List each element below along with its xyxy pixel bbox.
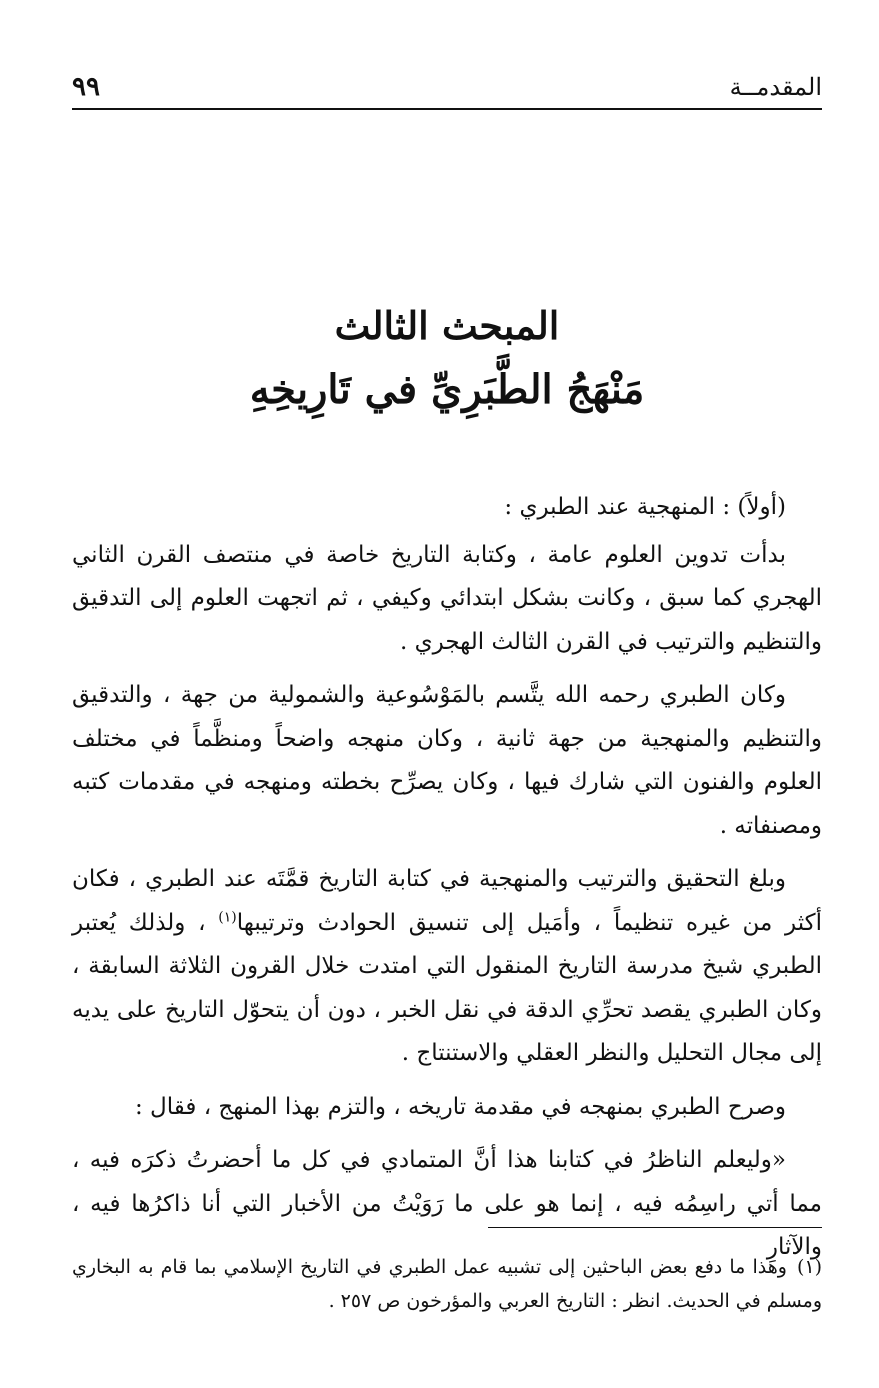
paragraph-3-part-1: وبلغ التحقيق والترتيب والمنهجية في كتابة التاريخ قمَّتَه عند الطبري ، فكان أكثر من غيره تنظيماً ، وأمَيل إلى تنسيق الحوادث وترتيبها bbox=[72, 866, 822, 936]
header-divider bbox=[72, 108, 822, 110]
footnote-divider bbox=[488, 1227, 822, 1228]
footnote-number: (١) bbox=[796, 1256, 822, 1278]
paragraph-3 bbox=[72, 858, 822, 1076]
page-number: ٩٩ bbox=[72, 72, 100, 102]
chapter-subtitle: مَنْهَجُ الطَّبَرِيِّ في تَارِيخِهِ bbox=[249, 366, 645, 413]
chapter-heading bbox=[72, 298, 822, 420]
running-title: المقدمــة bbox=[729, 73, 822, 101]
paragraph-2: وكان الطبري رحمه الله يتَّسم بالمَوْسُوعية والشمولية من جهة ، والتدقيق والتنظيم والمنهجية من جهة ثانية ، وكان منهجه واضحاً ومنظَّماً في مختلف العلوم والفنون التي شارك فيها ، وكان يصرِّح بخطته ومنهجه في مقدمات كتبه ومصنفاته . bbox=[72, 682, 822, 839]
paragraph-1: بدأت تدوين العلوم عامة ، وكتابة التاريخ خاصة في منتصف القرن الثاني الهجري كما سبق ، وكانت بشكل ابتدائي وكيفي ، ثم اتجهت العلوم إلى التدقيق والتنظيم والترتيب في القرن الثالث الهجري . bbox=[72, 541, 822, 655]
body-text bbox=[72, 486, 822, 1270]
paragraph-4: وصرح الطبري بمنهجه في مقدمة تاريخه ، والتزم بهذا المنهج ، فقال : bbox=[134, 1093, 786, 1120]
footnote-text: وهذا ما دفع بعض الباحثين إلى تشبيه عمل الطبري في التاريخ الإسلامي بما قام به البخاري ومسلم في الحديث. انظر : التاريخ العربي والمؤرخون ص ٢٥٧ . bbox=[72, 1256, 822, 1312]
running-header bbox=[72, 68, 822, 108]
section-heading: (أولاً) : المنهجية عند الطبري : bbox=[504, 494, 786, 520]
chapter-title: المبحث الثالث bbox=[334, 303, 560, 348]
paragraph-3-part-2: ، ولذلك يُعتبر الطبري شيخ مدرسة التاريخ المنقول التي امتدت خلال القرون الثلاثة السابقة ، وكان الطبري يقصد تحرِّي الدقة في نقل الخبر ، دون أن يتحوّل التاريخ على يديه إلى مجال التحليل والنظر العقلي والاستنتاج . bbox=[72, 909, 822, 1066]
footnote bbox=[72, 1250, 822, 1318]
quotation: «وليعلم الناظرُ في كتابنا هذا أنَّ المتمادي في كل ما أحضرتُ ذكرَه فيه ، مما أتي راسِمُه فيه ، إنما هو على ما رَوَيْتُ من الأخبار التي أنا ذاكرُها فيه ، والآثارِ bbox=[72, 1147, 822, 1260]
footnote-reference[interactable]: (١) bbox=[218, 908, 237, 925]
